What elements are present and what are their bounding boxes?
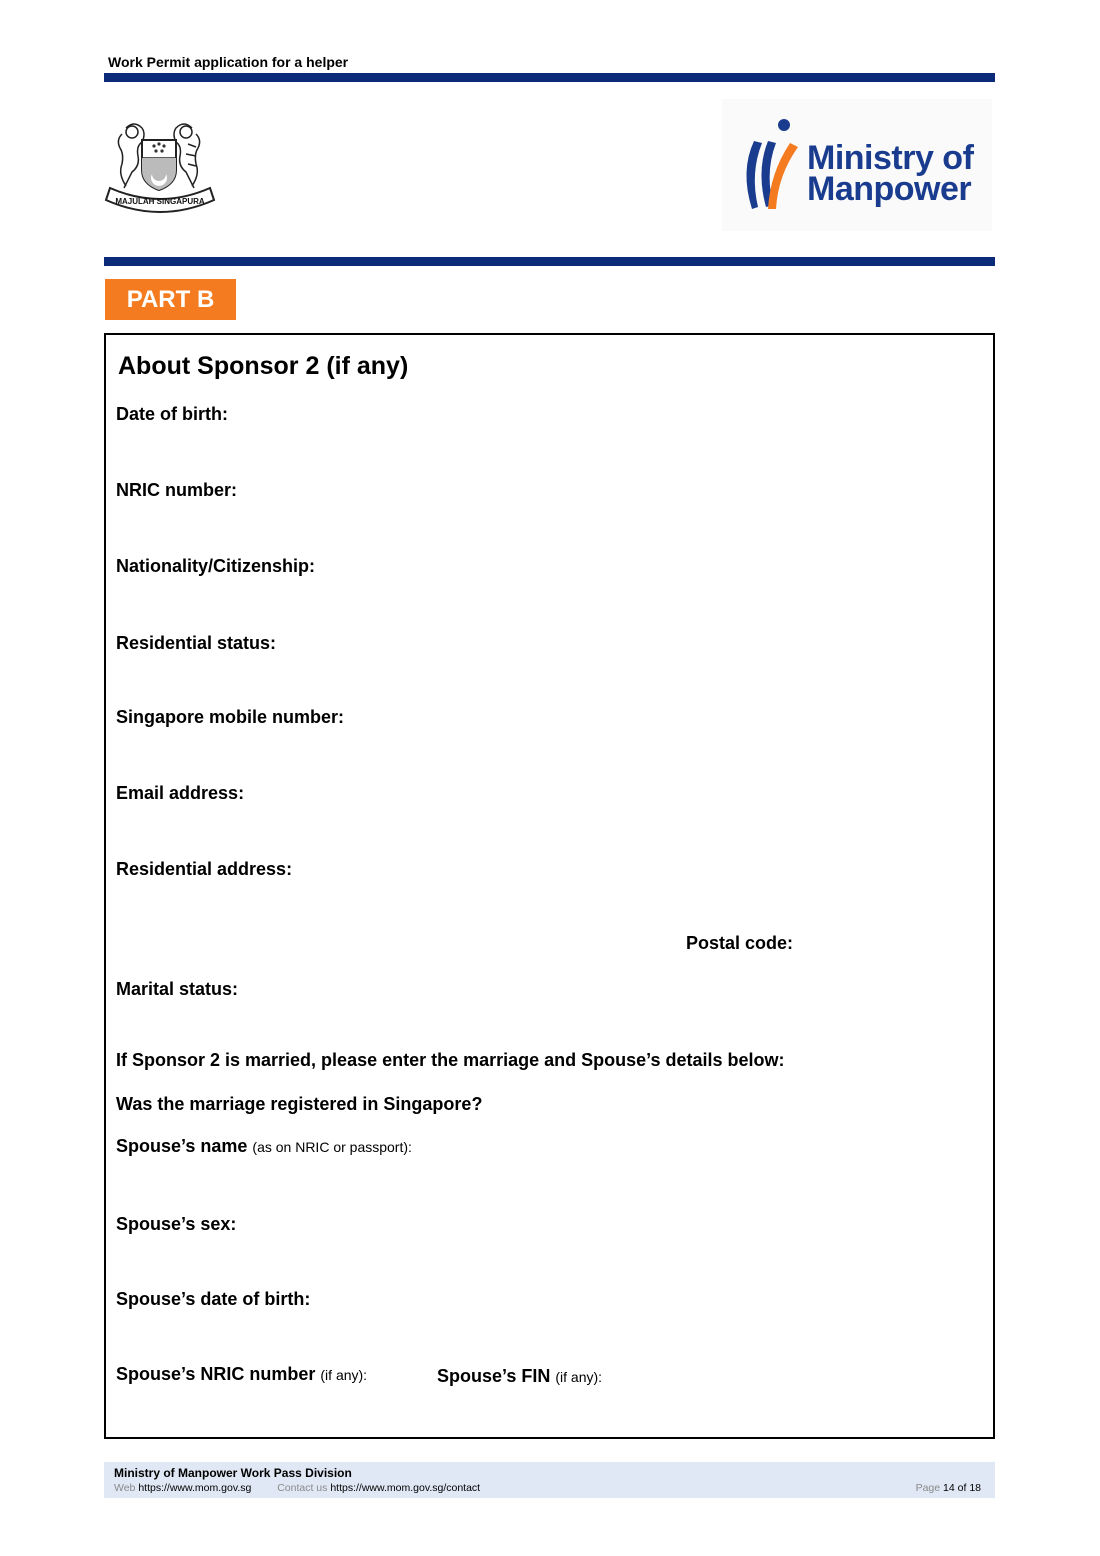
- email-label: Email address:: [116, 783, 245, 803]
- mom-logo: [722, 99, 992, 231]
- mobile-label: Singapore mobile number:: [116, 707, 345, 727]
- nationality-label: Nationality/Citizenship:: [116, 556, 316, 576]
- section-title: About Sponsor 2 (if any): [118, 352, 409, 380]
- spouse-name-text: Spouse’s name: [116, 1136, 248, 1156]
- mom-wordmark: [807, 139, 974, 208]
- dob-label: Date of birth:: [116, 404, 228, 424]
- spouse-name-note: (as on NRIC or passport):: [252, 1139, 412, 1155]
- section-rule: [104, 257, 995, 266]
- footer-web-link[interactable]: https://www.mom.gov.sg: [138, 1482, 252, 1494]
- footer-page-number: [916, 1482, 981, 1494]
- footer-web-label: Web: [114, 1482, 136, 1494]
- married-intro-text: If Sponsor 2 is married, please enter the marriage and Spouse’s details below:: [116, 1050, 785, 1070]
- spouse-fin-label: [437, 1366, 602, 1387]
- postal-code-label: Postal code:: [686, 933, 794, 953]
- part-label: PART B: [105, 279, 236, 320]
- spouse-name-label: [116, 1136, 412, 1157]
- address-label: Residential address:: [116, 859, 293, 879]
- spouse-fin-text: Spouse’s FIN: [437, 1366, 551, 1386]
- header-rule: [104, 73, 995, 82]
- crest-motto: MAJULAH SINGAPURA: [115, 197, 205, 206]
- spouse-sex-label: Spouse’s sex:: [116, 1214, 237, 1234]
- mom-wordmark-line1: Ministry of: [807, 139, 974, 177]
- footer-contact-link[interactable]: https://www.mom.gov.sg/contact: [330, 1482, 481, 1494]
- footer-contact-label: Contact us: [277, 1482, 328, 1494]
- singapore-crest-logo: [104, 114, 216, 214]
- footer-page-text: 14 of 18: [943, 1482, 981, 1494]
- footer: [104, 1462, 995, 1498]
- footer-org: Ministry of Manpower Work Pass Division: [114, 1466, 352, 1480]
- spouse-nric-text: Spouse’s NRIC number: [116, 1364, 316, 1384]
- footer-page-label: Page: [915, 1482, 941, 1494]
- marriage-registered-label: Was the marriage registered in Singapore?: [116, 1094, 483, 1114]
- mom-wordmark-line2: Manpower: [807, 170, 972, 208]
- residential-status-label: Residential status:: [116, 633, 277, 653]
- marital-status-label: Marital status:: [116, 979, 239, 999]
- document-title: Work Permit application for a helper: [108, 54, 349, 70]
- spouse-dob-label: Spouse’s date of birth:: [116, 1289, 311, 1309]
- spouse-fin-note: (if any):: [555, 1369, 603, 1385]
- spouse-nric-note: (if any):: [320, 1367, 368, 1383]
- form-section-box: [104, 333, 995, 1439]
- footer-links: [114, 1482, 480, 1494]
- spouse-nric-label: [116, 1364, 367, 1385]
- mom-logo-mark: [740, 115, 802, 215]
- nric-label: NRIC number:: [116, 480, 237, 500]
